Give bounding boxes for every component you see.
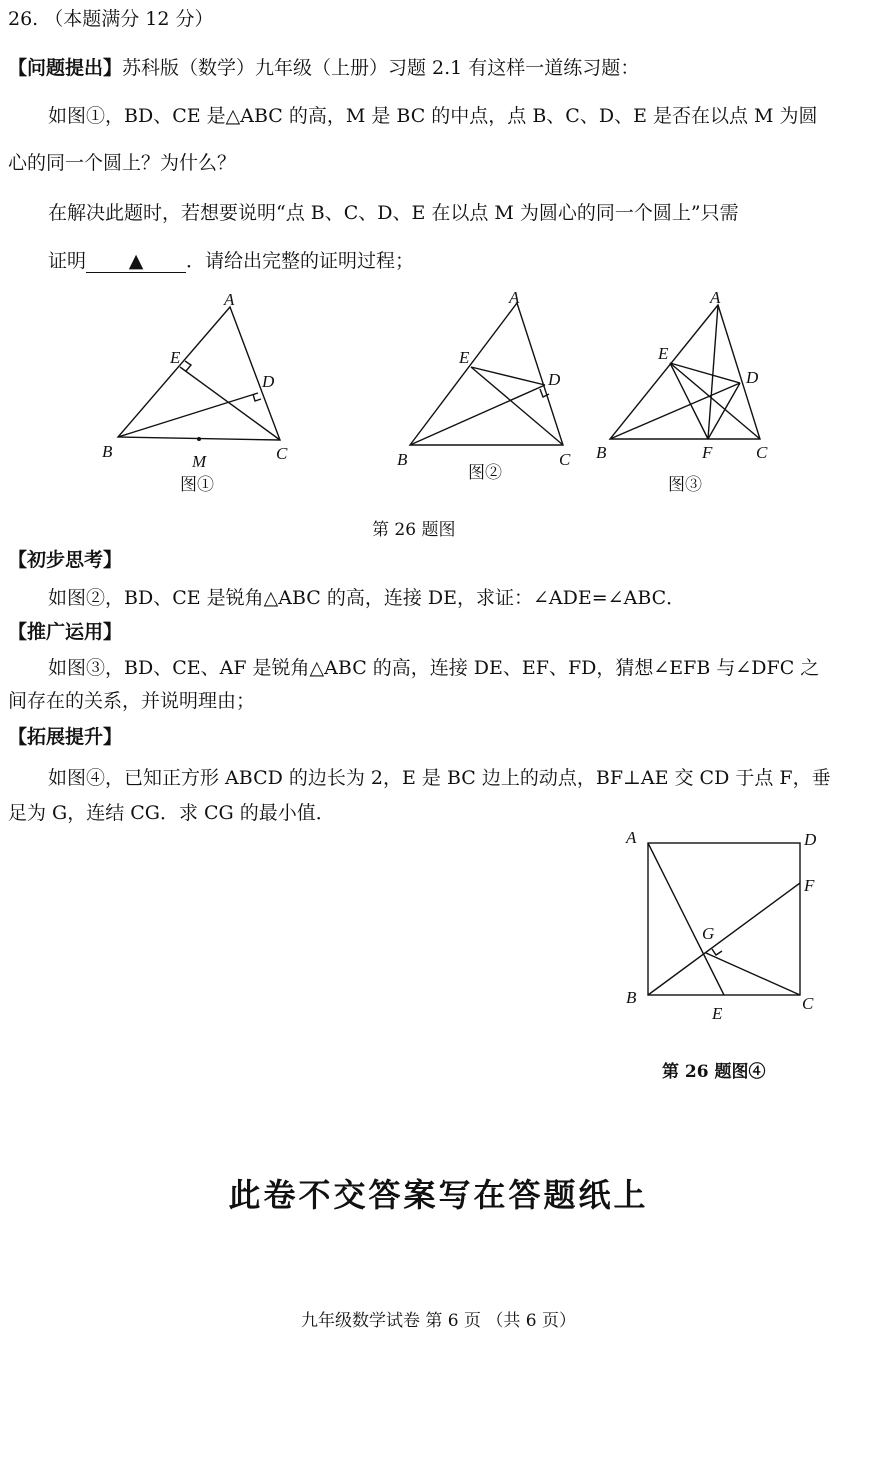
fig4-caption: 第 26 题图④ [662,1062,766,1082]
application-line1: 如图③，BD、CE、AF 是锐角△ABC 的高，连接 DE、EF、FD，猜想∠EFB 与∠DFC 之 [48,657,820,679]
fig3-triangle-abc [610,305,760,439]
question-header [8,6,214,32]
score-note: （本题满分 12 分） [44,8,214,30]
fig1-altitude-be [118,393,258,437]
fig4-label-c: C [802,994,814,1013]
fig1-label-a: A [224,290,235,309]
fig4-label-f: F [804,876,815,895]
problem-p1-line2: 心的同一个圆上？为什么？ [8,152,237,174]
answer-blank: ▲ [86,250,186,273]
fig1-label-d: D [262,372,275,391]
fig1-right-angle-e [185,361,191,371]
fig4-label-b: B [626,988,637,1007]
fig3-label-f: F [702,443,713,462]
problem-p1-line1: 如图①，BD、CE 是△ABC 的高，M 是 BC 的中点，点 B、C、D、E 是否在以点 M 为圆 [48,105,818,127]
fig3-label-d: D [746,368,759,387]
fig4-square-abcd [648,843,800,995]
problem-p2-line2 [48,248,414,274]
figure-4 [620,825,830,1025]
fig2-altitude-be [410,385,545,445]
fig3-segment-ef [670,363,708,439]
fig3-segment-fd [708,383,740,439]
problem-intro: 苏科版（数学）九年级（上册）习题 2.1 有这样一道练习题： [122,57,640,79]
fig4-segment-bf [648,883,800,995]
fig2-label-a: A [509,288,520,307]
application-line2: 间存在的关系，并说明理由； [8,690,256,712]
extension-line1: 如图④，已知正方形 ABCD 的边长为 2，E 是 BC 边上的动点，BF⊥AE 交 CD 于点 F，垂 [48,767,831,789]
proof-suffix: ．请给出完整的证明过程； [186,250,415,272]
preliminary-text: 如图②，BD、CE 是锐角△ABC 的高，连接 DE，求证：∠ADE=∠ABC． [48,587,686,609]
fig3-altitude-be [610,383,740,439]
problem-p2-line1: 在解决此题时，若想要说明“点 B、C、D、E 在以点 M 为圆心的同一个圆上”只需 [48,202,739,224]
fig4-label-d: D [804,830,817,849]
fig2-label-d: D [548,370,561,389]
fig4-label-a: A [626,828,637,847]
extension-line2: 足为 G，连结 CG．求 CG 的最小值． [8,802,335,824]
fig3-segment-de [670,363,740,383]
fig1-label-e: E [170,348,181,367]
section-heading-preliminary: 【初步思考】 [8,549,123,571]
section-heading-application: 【推广运用】 [8,621,123,643]
figure-1 [100,285,300,470]
figure-2 [395,285,585,470]
section-heading-extension: 【拓展提升】 [8,726,123,748]
fig3-label-b: B [596,443,607,462]
section-heading-problem: 【问题提出】 [8,57,123,79]
fig4-segment-ae [648,843,724,995]
fig3-label-e: E [658,344,669,363]
fig2-label-c: C [559,450,571,469]
fig2-label-e: E [459,348,470,367]
fig2-caption: 图② [468,463,502,483]
fig2-triangle-abc [410,303,563,445]
fig4-label-e: E [712,1004,723,1023]
fig1-label-m: M [192,452,207,470]
fig1-caption: 图① [180,475,214,495]
fig3-label-a: A [710,288,721,307]
figure-3 [590,285,780,470]
fig1-label-c: C [276,444,288,463]
fig2-label-b: B [397,450,408,469]
fig3-altitude-af [708,305,718,439]
fig1-triangle-abc [118,307,280,440]
fig4-label-g: G [702,924,715,943]
question-number: 26. [8,8,39,30]
page-footer: 九年级数学试卷 第 6 页 （共 6 页） [300,1311,577,1331]
proof-prefix: 证明 [48,250,87,272]
problem-intro-line [8,55,639,81]
fig3-caption: 图③ [668,475,702,495]
fig3-label-c: C [756,443,768,462]
figure-group-caption: 第 26 题图 [372,520,456,540]
fig1-label-b: B [102,442,113,461]
fig4-right-angle-g [712,949,722,955]
fig1-right-angle-d [253,394,261,401]
footer-notice: 此卷不交答案写在答题纸上 [228,1176,649,1214]
